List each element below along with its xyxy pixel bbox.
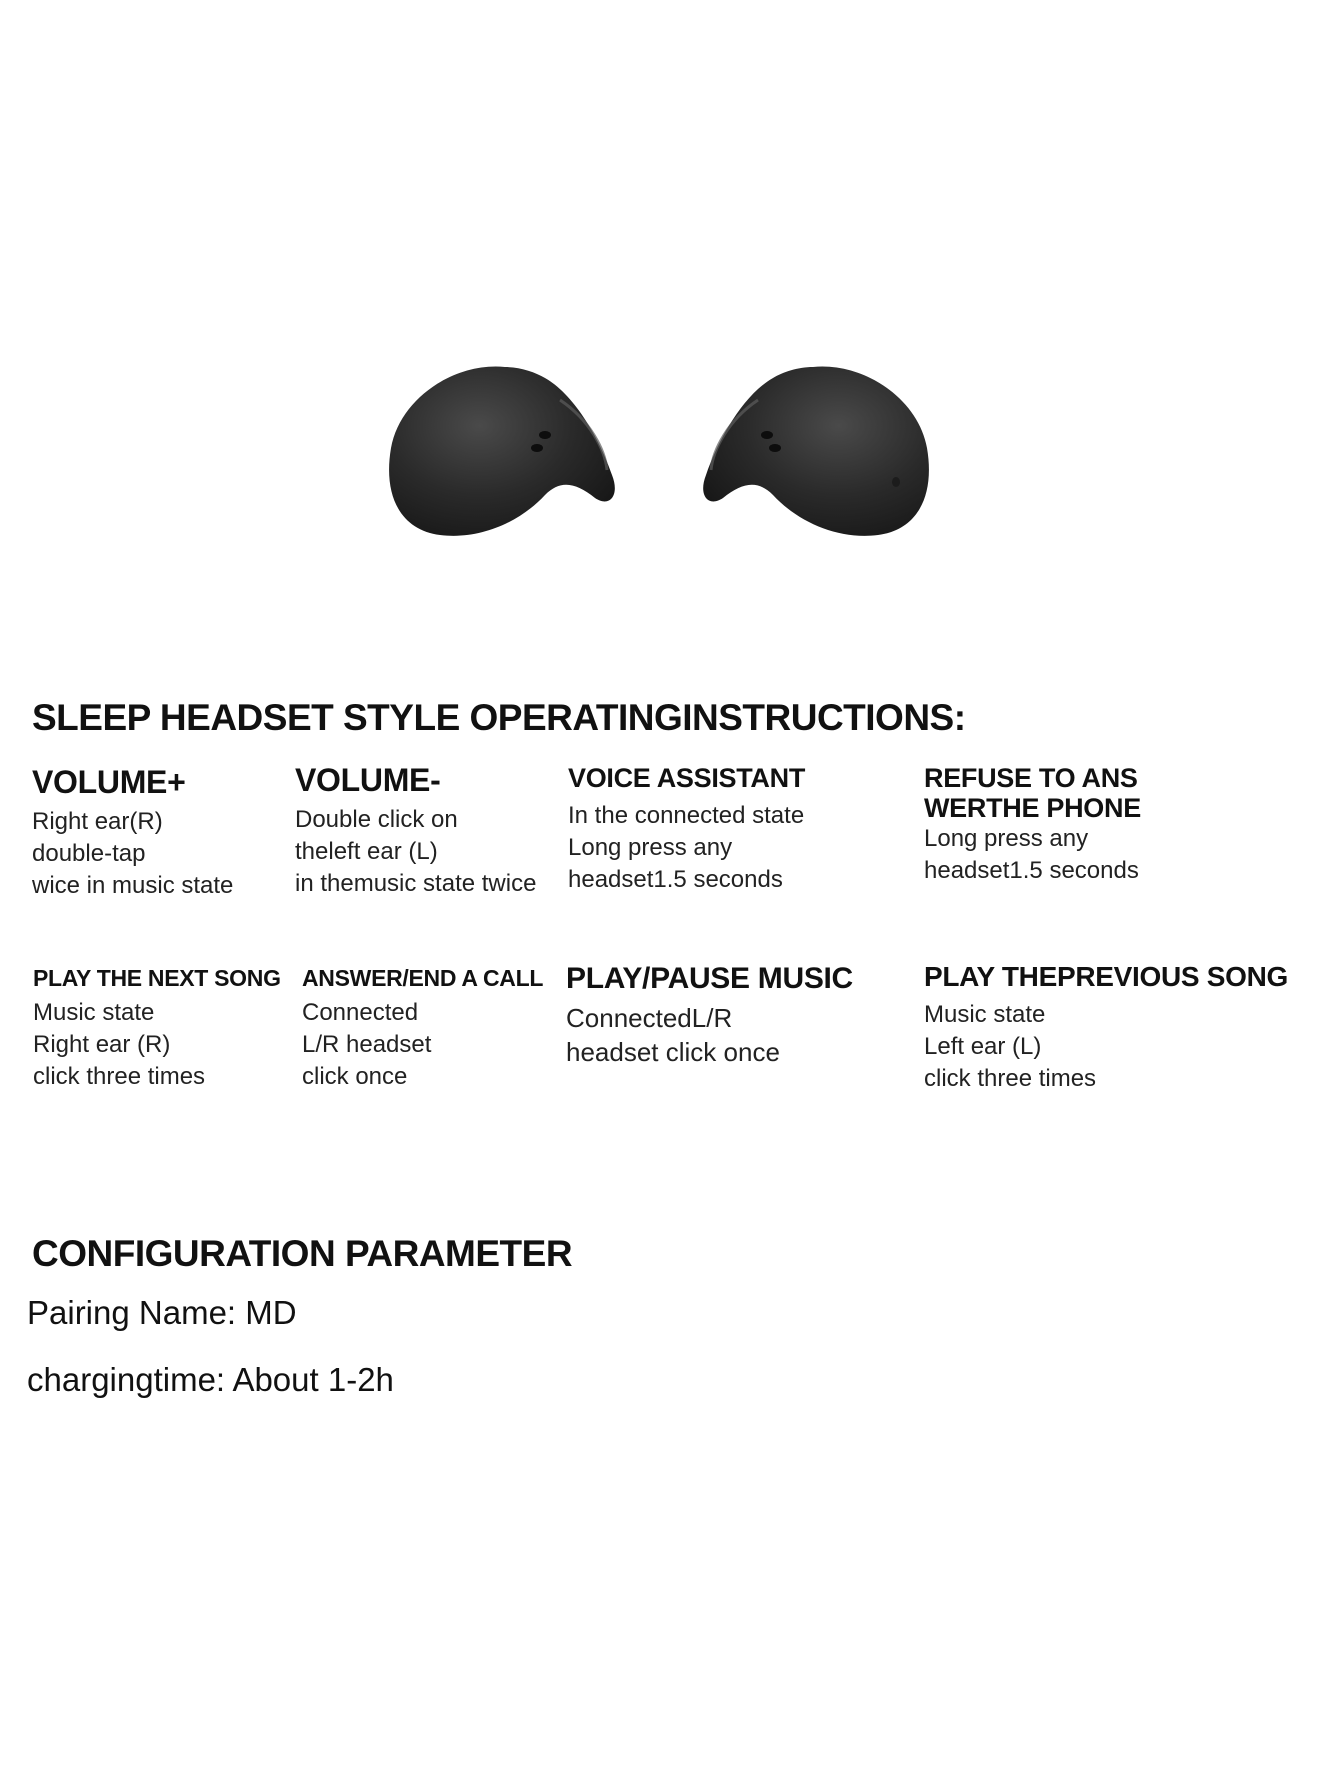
charging-time: chargingtime: About 1-2h [27,1361,394,1398]
description-line: click three times [924,1064,1097,1092]
description-line: Connected [302,999,419,1027]
description-line: Left ear (L) [924,1032,1042,1060]
description-line: wice in music state [32,872,234,900]
description-line: Music state [33,999,155,1027]
description-line: headset click once [566,1037,780,1067]
description-line: click once [302,1063,408,1091]
instruction-description [33,997,281,1093]
instruction-play-pause [566,962,853,1069]
description-line: Music state [924,1000,1046,1028]
configuration-title: CONFIGURATION PARAMETER [32,1233,573,1274]
instruction-volume-up [32,765,233,902]
instruction-answer-end-call [302,966,543,1093]
description-line: Long press any [568,833,733,861]
description-line: double-tap [32,840,146,868]
instruction-volume-down [295,763,536,900]
pairing-name: Pairing Name: MD [27,1294,297,1331]
left-earbud [389,367,615,536]
description-line: headset1.5 seconds [924,857,1139,885]
description-line: click three times [33,1063,206,1091]
left-earbud-mic-hole [531,444,543,452]
description-line: Right ear(R) [32,808,163,836]
instruction-title: ANSWER/END A CALL [302,965,544,991]
right-earbud [703,367,929,536]
instruction-description [568,800,805,896]
description-line: ConnectedL/R [566,1003,733,1033]
instruction-description [295,804,536,900]
right-earbud-mic-hole [761,431,773,439]
description-line: in themusic state twice [295,870,537,898]
left-earbud-mic-hole [539,431,551,439]
instruction-title-line: REFUSE TO ANS [924,763,1138,793]
instruction-title [924,764,1141,823]
instruction-next-song [33,966,281,1093]
description-line: Double click on [295,806,458,834]
instruction-refuse-call [924,764,1141,887]
right-earbud-indicator [892,477,900,487]
right-earbud-mic-hole [769,444,781,452]
instruction-description [32,806,233,902]
instruction-description [566,1001,853,1069]
description-line: Right ear (R) [33,1031,171,1059]
instruction-title-line: WERTHE PHONE [924,792,1141,823]
instruction-previous-song [924,962,1288,1095]
instruction-title: VOICE ASSISTANT [568,763,806,793]
instruction-title: PLAY/PAUSE MUSIC [566,962,853,995]
instruction-title: VOLUME+ [32,764,186,800]
instruction-description [924,999,1288,1095]
instruction-voice-assistant [568,764,805,896]
instruction-title: PLAY THE NEXT SONG [33,965,281,991]
description-line: headset1.5 seconds [568,865,783,893]
description-line: Long press any [924,825,1089,853]
earbuds-product-image [0,0,1340,650]
instruction-description [924,823,1141,887]
instruction-description [302,997,543,1093]
description-line: In the connected state [568,801,805,829]
instructions-title: SLEEP HEADSET STYLE OPERATINGINSTRUCTIONS: [32,697,966,738]
instruction-title: VOLUME- [295,762,441,798]
description-line: theleft ear (L) [295,838,438,866]
description-line: L/R headset [302,1031,432,1059]
instruction-title: PLAY THEPREVIOUS SONG [924,961,1289,992]
